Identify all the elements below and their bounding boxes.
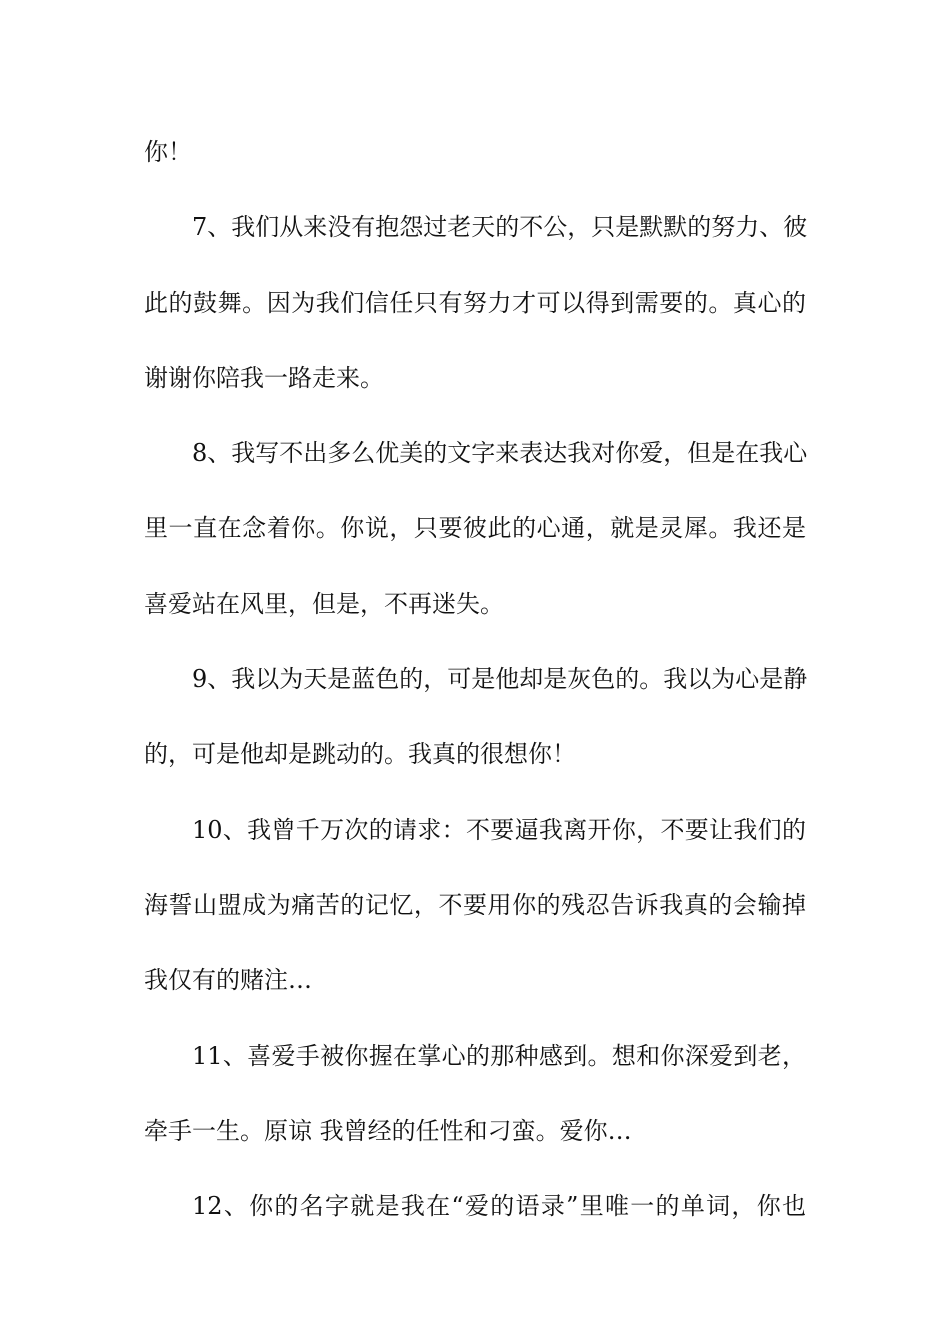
- text-line: 里一直在念着你。你说，只要彼此的心通，就是灵犀。我还是: [144, 514, 806, 543]
- text-line: 11、喜爱手被你握在掌心的那种感到。想和你深爱到老，: [192, 1041, 806, 1070]
- text-line: 我仅有的赌注…: [144, 966, 312, 995]
- text-line: 谢谢你陪我一路走来。: [144, 363, 384, 392]
- text-line: 你！: [144, 138, 192, 166]
- text-line: 海誓山盟成为痛苦的记忆，不要用你的残忍告诉我真的会输掉: [144, 890, 806, 919]
- text-line: 的，可是他却是跳动的。我真的很想你！: [144, 740, 576, 769]
- text-line: 喜爱站在风里，但是，不再迷失。: [144, 589, 504, 618]
- text-line: 此的鼓舞。因为我们信任只有努力才可以得到需要的。真心的: [144, 288, 806, 317]
- document-body: [144, 128, 806, 1257]
- text-line: 8、我写不出多么优美的文字来表达我对你爱，但是在我心: [192, 439, 808, 468]
- text-line: 10、我曾千万次的请求：不要逼我离开你，不要让我们的: [192, 815, 806, 844]
- text-line: 7、我们从来没有抱怨过老天的不公，只是默默的努力、彼: [192, 213, 808, 242]
- text-line: 9、我以为天是蓝色的，可是他却是灰色的。我以为心是静: [192, 665, 808, 694]
- text-line: 牵手一生。原谅 我曾经的任性和刁蛮。爱你…: [144, 1116, 632, 1145]
- text-line: 12、你的名字就是我在“爱的语录”里唯一的单词，你也: [192, 1192, 806, 1221]
